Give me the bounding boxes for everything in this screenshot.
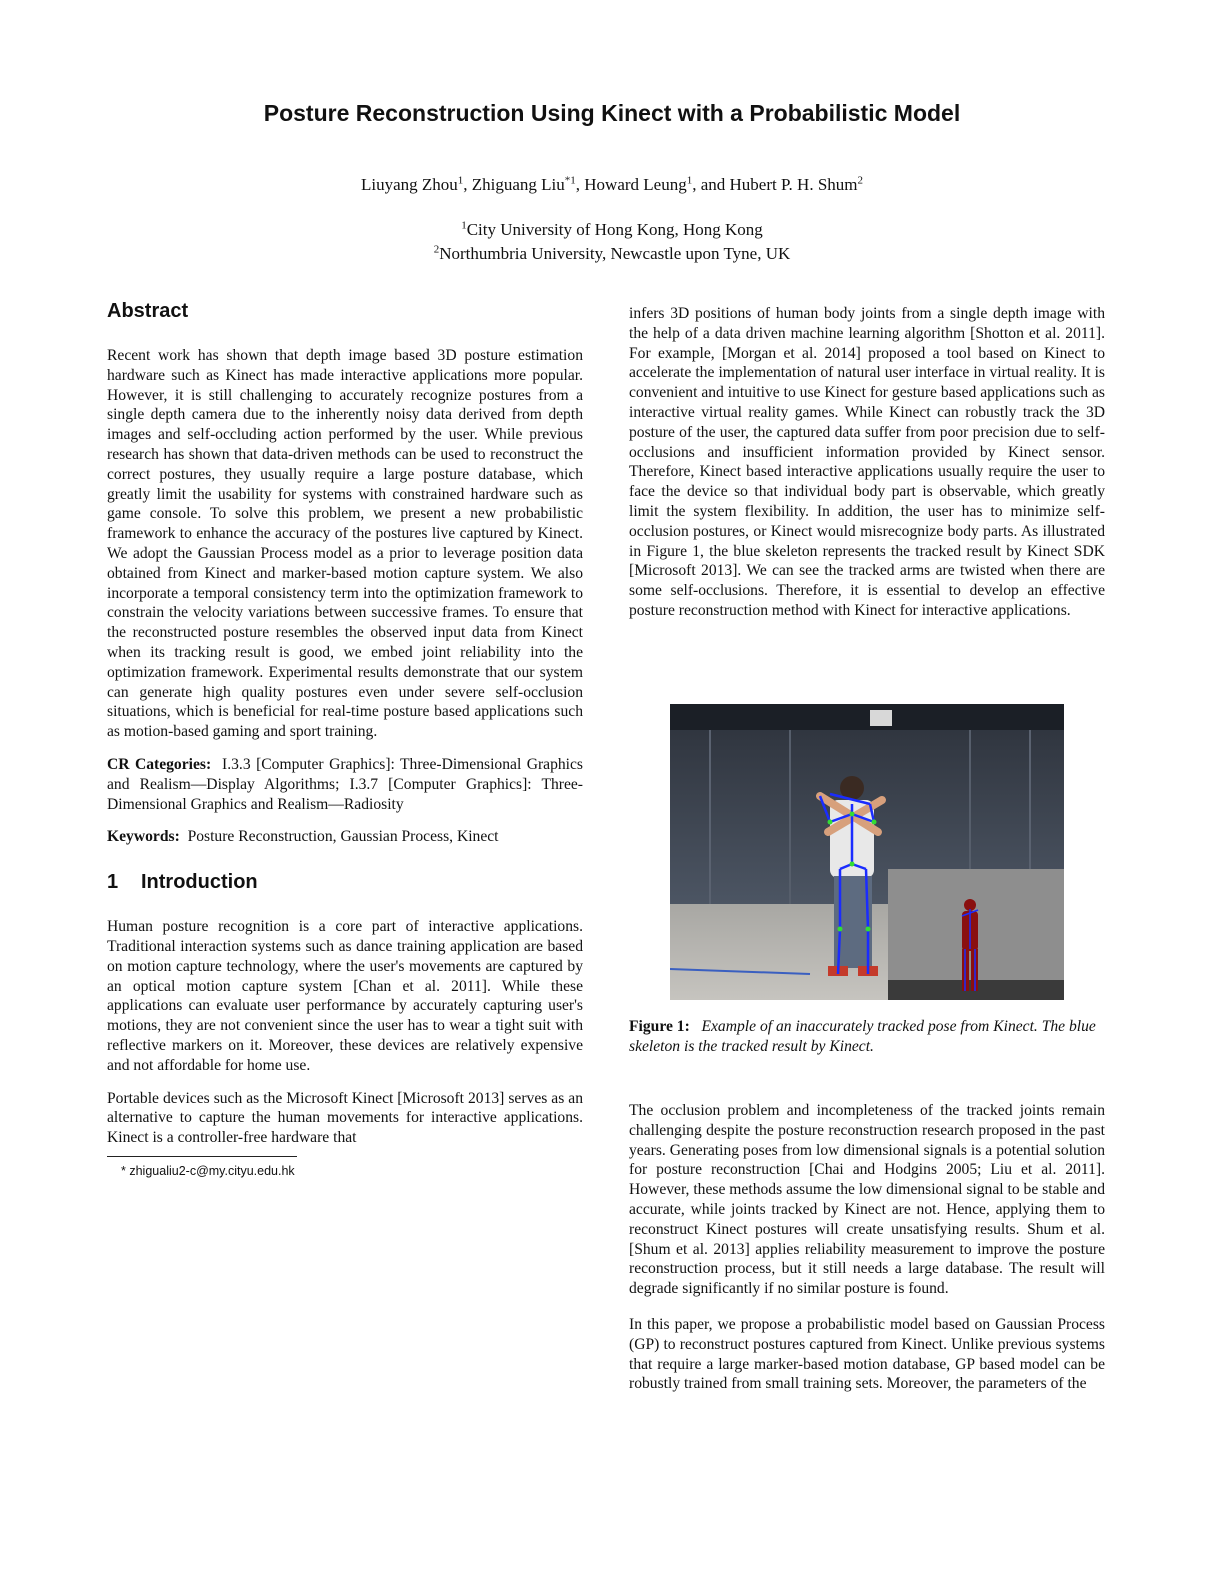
footnote-marker: * — [121, 1163, 126, 1178]
abstract-text: Recent work has shown that depth image based 3D posture estimation hardware such as Kinect has made interactive applications more popular. However, it is still challenging to accurately recognize postures from a single depth camera due to the inherently noisy data derived from depth images and self-occluding action performed by the user. While previous research has shown that data-driven methods can be used to reconstruct the correct postures, they usually require a large posture database, which greatly limit the usability for systems with constrained hardware such as game console. To solve this problem, we present a new probabilistic framework to enhance the accuracy of the postures live captured by Kinect. We adopt the Gaussian Process model as a prior to leverage position data obtained from Kinect and marker-based motion capture system. We also incorporate a temporal consistency term into the optimization framework to constrain the velocity variations between successive frames. To ensure that the reconstructed posture resembles the observed input data from Kinect when its tracking result is good, we embed joint reliability into the optimization framework. Experimental results demonstrate that our system can generate high quality postures even under severe self-occlusion situations, which is beneficial for real-time posture based applications such as motion-based gaming and sport training. — [107, 347, 583, 741]
abstract-heading: Abstract — [107, 300, 189, 322]
figure-1-image — [670, 704, 1064, 1000]
affiliation: $^1$City University of Hong Kong, Hong Kong — [461, 219, 763, 239]
figure-1-caption — [629, 1017, 1105, 1057]
author-sup: 2 — [857, 174, 864, 187]
left-column — [107, 298, 583, 1179]
affiliations — [0, 218, 1224, 266]
ceiling — [670, 704, 1064, 730]
figure-label: Figure 1: — [629, 1018, 690, 1035]
right-column-top — [629, 304, 1105, 634]
keywords-text: Posture Reconstruction, Gaussian Process, Kinect — [187, 828, 499, 846]
footnote — [107, 1163, 583, 1179]
intro-paragraph-2-continued: infers 3D positions of human body joints from a single depth image with the help of a data driven machine learning algorithm [Shotton et al. 2011]. For example, [Morgan et al. 2014] proposed a tool based on Kinect to accelerate the implementation of natural user interface in virtual reality. It is convenient and intuitive to use Kinect for gesture based applications such as interactive virtual reality games. While Kinect can robustly track the 3D posture of the user, the captured data suffer from poor precision due to self-occlusions and insufficient information provided by Kinect sensor. Therefore, Kinect based interactive applications usually require the user to face the device so that individual body part is observable, which greatly limit the system flexibility. In addition, the user has to minimize self-occlusion postures, or Kinect would misrecognize body parts. As illustrated in Figure 1, the blue skeleton represents the tracked result by Kinect SDK [Microsoft 2013]. We can see the tracked arms are twisted when there are some self-occlusions. Therefore, it is essential to develop an effective posture reconstruction method with Kinect for interactive applications. — [629, 305, 1105, 619]
affiliation: $^2$Northumbria University, Newcastle upon Tyne, UK — [433, 243, 791, 263]
section-title: Introduction — [141, 871, 258, 894]
author-sup: *1 — [564, 174, 576, 187]
keywords — [107, 827, 583, 847]
author-list: Liuyang Zhou$^1$, Zhiguang Liu$^{*1}$, Howard Leung$^1$, and Hubert P. H. Shum$^2$ — [360, 174, 864, 194]
projector — [870, 710, 892, 726]
depth-image-inset — [888, 869, 1064, 1000]
intro-paragraph-2: Portable devices such as the Microsoft Kinect [Microsoft 2013] serves as an alternative to capture the human movements for interactive applications. Kinect is a controller-free hardware that — [107, 1089, 583, 1147]
cr-categories-label: CR Categories: — [107, 755, 212, 773]
author-name: Hubert P. H. Shum — [729, 175, 858, 194]
intro-paragraph-3: The occlusion problem and incompleteness of the tracked joints remain challenging despite the posture reconstruction research proposed in the past years. Generating poses from low dimensional signals is a potential solution for posture reconstruction [Chai and Hodgins 2005; Liu et al. 2011]. However, these methods assume the low dimensional signal to be stable and accurate, while joints tracked by Kinect are not. Hence, applying them to reconstruct Kinect postures will create unsatisfying results. Shum et al. [Shum et al. 2013] applies reliability measurement to improve the posture reconstruction process, but it still needs a large database. The result will degrade significantly if no similar posture is found. — [629, 1102, 1105, 1298]
intro-heading — [107, 869, 583, 895]
footnote-rule — [107, 1156, 297, 1157]
footnote-email: zhigualiu2-c@my.cityu.edu.hk — [129, 1163, 295, 1178]
paper-title: Posture Reconstruction Using Kinect with a Probabilistic Model — [263, 100, 961, 126]
intro-paragraph-4: In this paper, we propose a probabilistic model based on Gaussian Process (GP) to reconstruct postures captured from Kinect. Unlike previous systems that require a large marker-based motion database, GP based model can be robustly trained from small training sets. Moreover, the parameters of the — [629, 1315, 1105, 1393]
kinect-scene — [670, 704, 1064, 1000]
keywords-label: Keywords: — [107, 828, 180, 846]
author-name: Liuyang Zhou — [360, 175, 458, 194]
cr-categories-text: I.3.3 [Computer Graphics]: Three-Dimensional Graphics and Realism—Display Algorithms; I.3.7 [Computer Graphics]: Three-Dimensional Graphics and Realism—Radiosity — [107, 755, 584, 813]
author-name: Zhiguang Liu — [471, 175, 565, 194]
cr-categories — [107, 755, 583, 814]
author-sup: 1 — [686, 174, 693, 187]
author-name: Howard Leung — [584, 175, 687, 194]
figure-caption-text: Example of an inaccurately tracked pose from Kinect. The blue skeleton is the tracked result by Kinect. — [629, 1018, 1096, 1055]
right-column-bottom — [629, 1101, 1105, 1407]
section-number: 1 — [107, 871, 119, 894]
author-sup: 1 — [457, 174, 464, 187]
intro-paragraph-1: Human posture recognition is a core part of interactive applications. Traditional interaction systems such as dance training application are based on motion capture technology, where the user's movements are captured by an optical motion capture system [Chan et al. 2011]. While these applications can evaluate user performance by accurately capturing user's motions, they are not convenient since the user has to wear a tight suit with reflective markers on it. Moreover, these devices are relatively expensive and not affordable for home use. — [107, 918, 583, 1074]
